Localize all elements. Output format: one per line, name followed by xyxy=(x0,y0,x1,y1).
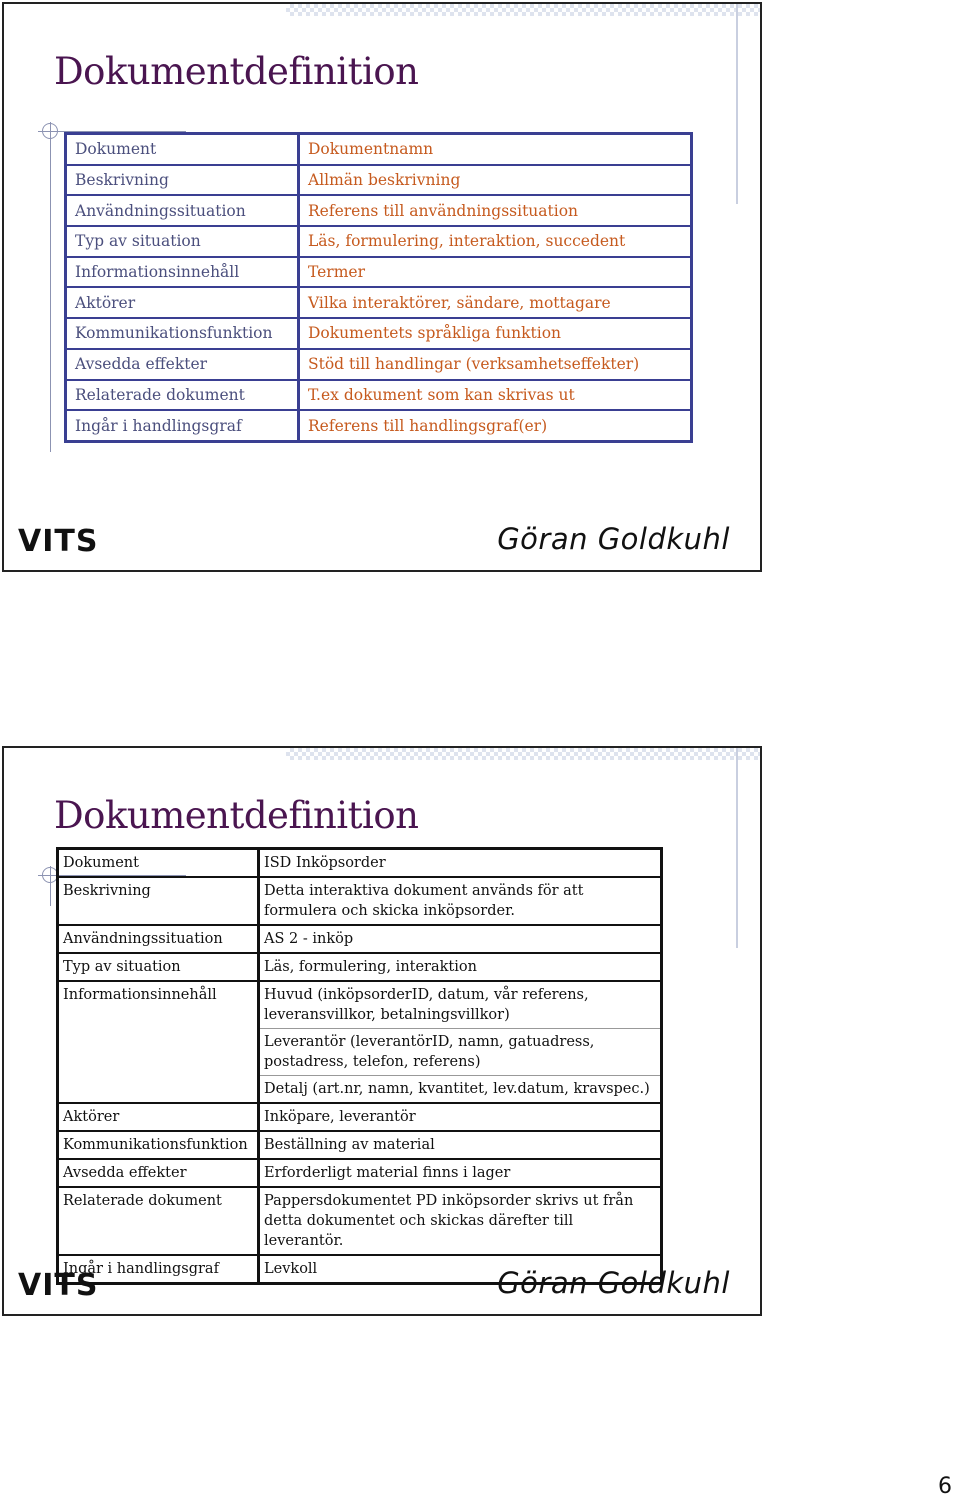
table-row xyxy=(66,257,692,288)
row-value: Allmän beskrivning xyxy=(299,165,692,196)
row-value: AS 2 - inköp xyxy=(259,925,662,953)
table-row xyxy=(66,349,692,380)
row-label: Kommunikationsfunktion xyxy=(66,318,299,349)
row-value: Stöd till handlingar (verksamhetseffekter) xyxy=(299,349,692,380)
table-row xyxy=(58,1076,662,1104)
table-row xyxy=(66,134,692,165)
table-row xyxy=(66,380,692,411)
row-label: Avsedda effekter xyxy=(66,349,299,380)
table-row xyxy=(58,1187,662,1255)
row-value: Referens till användningssituation xyxy=(299,195,692,226)
crosshair-circle-icon xyxy=(42,123,58,139)
row-label: Typ av situation xyxy=(58,953,259,981)
row-label: Relaterade dokument xyxy=(58,1187,259,1255)
table-row xyxy=(58,925,662,953)
table-row xyxy=(66,410,692,441)
table-row xyxy=(58,953,662,981)
row-label: Dokument xyxy=(58,849,259,878)
slide-title: Dokumentdefinition xyxy=(54,794,419,837)
row-label xyxy=(58,1076,259,1104)
example-table xyxy=(56,847,663,1285)
row-value: Leverantör (leverantörID, namn, gatuadress, postadress, telefon, referens) xyxy=(259,1029,662,1076)
table-row xyxy=(58,981,662,1029)
row-value: Huvud (inköpsorderID, datum, vår referens, leveransvillkor, betalningsvillkor) xyxy=(259,981,662,1029)
table-row xyxy=(66,165,692,196)
row-label: Aktörer xyxy=(58,1103,259,1131)
row-label: Beskrivning xyxy=(58,877,259,925)
table-row xyxy=(58,1029,662,1076)
row-value: Levkoll xyxy=(264,1261,318,1277)
row-label: Avsedda effekter xyxy=(58,1159,259,1187)
decorative-pattern xyxy=(286,748,762,760)
row-label: Beskrivning xyxy=(66,165,299,196)
slide-title: Dokumentdefinition xyxy=(54,50,419,93)
author-name: Göran Goldkuhl xyxy=(497,1266,730,1300)
row-label: Aktörer xyxy=(66,287,299,318)
row-label: Typ av situation xyxy=(66,226,299,257)
definition-table xyxy=(64,132,693,443)
table-row xyxy=(66,318,692,349)
row-value: Läs, formulering, interaktion, succedent xyxy=(299,226,692,257)
row-value: Dokumentnamn xyxy=(299,134,692,165)
row-label: Informationsinnehåll xyxy=(58,981,259,1029)
decorative-line xyxy=(736,4,738,204)
table-row xyxy=(66,226,692,257)
table-row xyxy=(58,877,662,925)
table-row xyxy=(66,195,692,226)
row-value: Inköpare, leverantör xyxy=(259,1103,662,1131)
row-value: Läs, formulering, interaktion xyxy=(259,953,662,981)
row-value: Vilka interaktörer, sändare, mottagare xyxy=(299,287,692,318)
row-value: Dokumentets språkliga funktion xyxy=(299,318,692,349)
page-number: 6 xyxy=(938,1474,952,1499)
table-row xyxy=(58,1131,662,1159)
row-label: Kommunikationsfunktion xyxy=(58,1131,259,1159)
row-label xyxy=(58,1029,259,1076)
table-row xyxy=(66,287,692,318)
row-label: Användningssituation xyxy=(58,925,259,953)
row-value: T.ex dokument som kan skrivas ut xyxy=(299,380,692,411)
row-label: Ingår i handlingsgraf xyxy=(58,1255,259,1284)
table-row xyxy=(58,1103,662,1131)
row-label: Relaterade dokument xyxy=(66,380,299,411)
slide-2 xyxy=(2,746,762,1316)
decorative-line xyxy=(736,748,738,948)
row-label: Användningssituation xyxy=(66,195,299,226)
row-value: Pappersdokumentet PD inköpsorder skrivs ut från detta dokumentet och skickas därefter till leverantör. xyxy=(259,1187,662,1255)
author-name: Göran Goldkuhl xyxy=(497,522,730,556)
slide-1 xyxy=(2,2,762,572)
row-value: Termer xyxy=(299,257,692,288)
vits-logo: VITS xyxy=(18,1268,99,1303)
crosshair-line-vertical xyxy=(50,122,51,452)
row-value: Detta interaktiva dokument används för att formulera och skicka inköpsorder. xyxy=(259,877,662,925)
row-value: Referens till handlingsgraf(er) xyxy=(308,416,548,435)
row-label: Dokument xyxy=(66,134,299,165)
decorative-pattern xyxy=(286,4,762,16)
row-value: ISD Inköpsorder xyxy=(259,849,662,878)
table-row xyxy=(58,849,662,878)
vits-logo: VITS xyxy=(18,524,99,559)
table-row xyxy=(58,1159,662,1187)
row-value: Erforderligt material finns i lager xyxy=(259,1159,662,1187)
row-value: Beställning av material xyxy=(259,1131,662,1159)
row-label: Ingår i handlingsgraf xyxy=(66,410,299,441)
row-label: Informationsinnehåll xyxy=(66,257,299,288)
row-value: Detalj (art.nr, namn, kvantitet, lev.datum, kravspec.) xyxy=(259,1076,662,1104)
